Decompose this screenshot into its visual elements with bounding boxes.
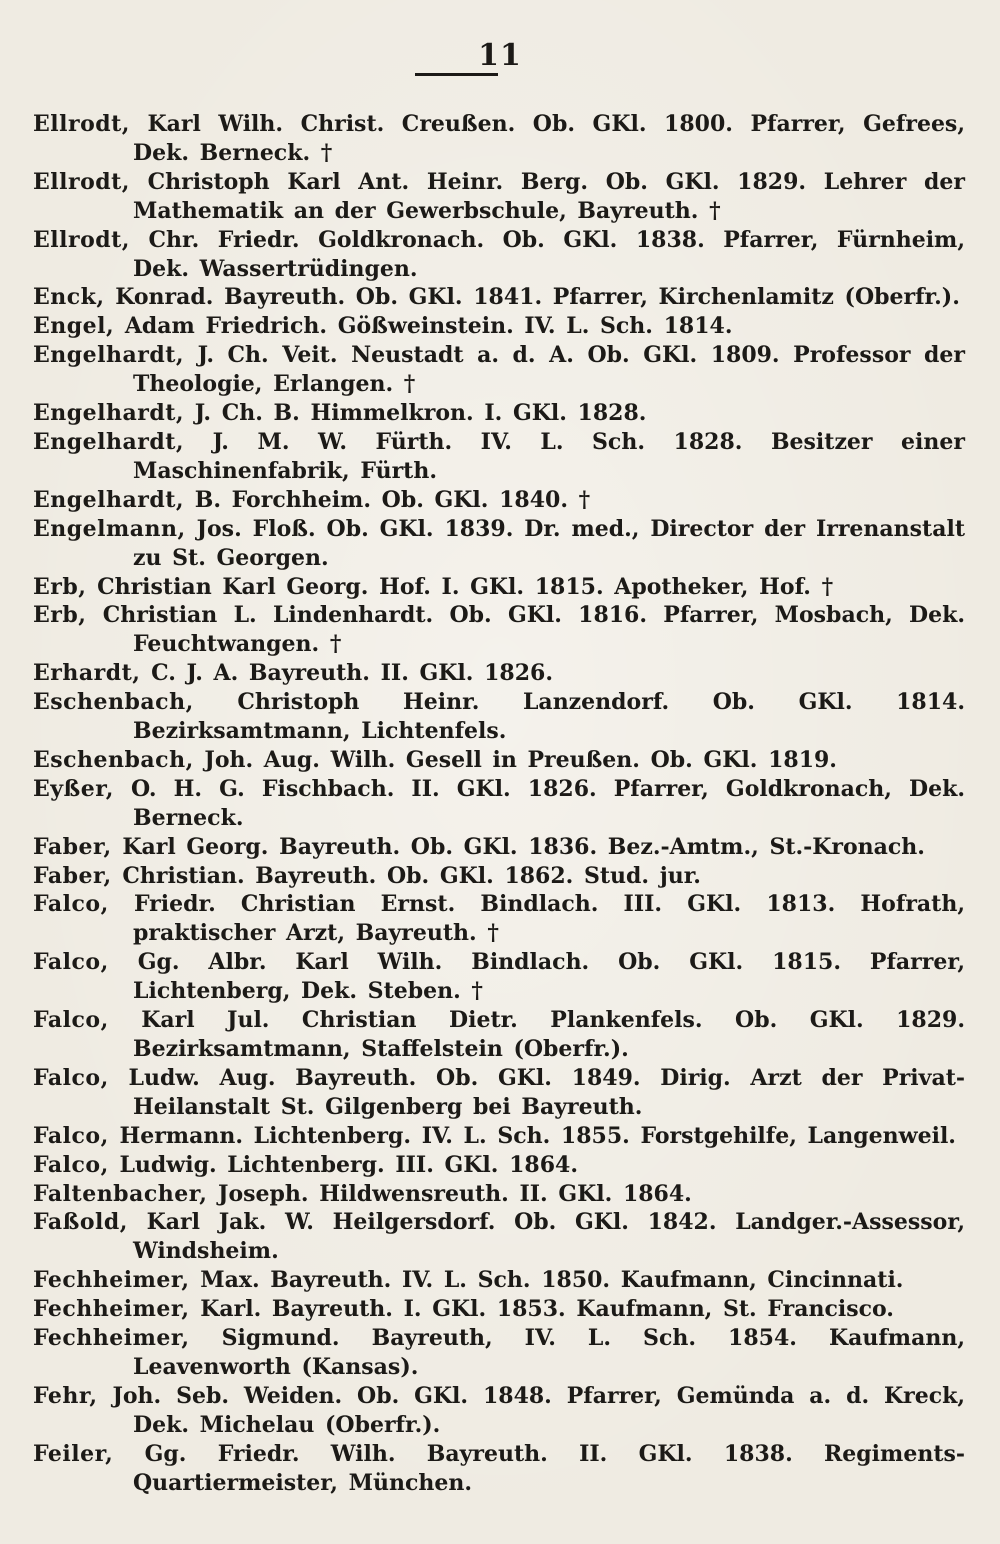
entry-text: J. Ch. B. Himmelkron. I. GKl. 1828.: [194, 400, 647, 427]
entry-surname: Erhardt,: [33, 660, 141, 687]
entry-text: Konrad. Bayreuth. Ob. GKl. 1841. Pfarrer, Kirchenlamitz (Oberfr.).: [115, 284, 960, 311]
register-entry: [33, 746, 965, 775]
register-entry: [33, 1266, 965, 1295]
entry-text: Adam Friedrich. Gößweinstein. IV. L. Sch. 1814.: [124, 313, 733, 340]
entry-text: Ludw. Aug. Bayreuth. Ob. GKl. 1849. Dirig. Arzt der Privat-Heilanstalt St. Gilgenberg bei Bayreuth.: [128, 1064, 965, 1120]
entry-text: Joh. Seb. Weiden. Ob. GKl. 1848. Pfarrer, Gemünda a. d. Kreck, Dek. Michelau (Oberfr.).: [112, 1382, 965, 1438]
register-entry: [33, 775, 965, 833]
entry-surname: Falco,: [33, 1151, 109, 1178]
entry-surname: Falco,: [33, 891, 109, 918]
entry-text: Karl Jak. W. Heilgersdorf. Ob. GKl. 1842. Landger.-Assessor, Windsheim.: [133, 1209, 965, 1265]
register-entry: [33, 168, 965, 226]
entry-text: Friedr. Christian Ernst. Bindlach. III. GKl. 1813. Hofrath, praktischer Arzt, Bayreuth. †: [133, 891, 965, 947]
register-entry: [33, 601, 965, 659]
entry-text: Christoph Karl Ant. Heinr. Berg. Ob. GKl. 1829. Lehrer der Mathematik an der Gewerbschule, Bayreuth. †: [133, 168, 965, 224]
register-entry: [33, 1324, 965, 1382]
entry-text: Christoph Heinr. Lanzendorf. Ob. GKl. 1814. Bezirksamtmann, Lichtenfels.: [133, 689, 965, 745]
entry-surname: Eyßer,: [33, 775, 114, 802]
entry-surname: Feiler,: [33, 1440, 114, 1467]
entry-text: Christian L. Lindenhardt. Ob. GKl. 1816. Pfarrer, Mosbach, Dek. Feuchtwangen. †: [102, 602, 965, 658]
entry-surname: Fehr,: [33, 1382, 98, 1409]
register-entry: [33, 1151, 965, 1180]
entry-text: Joh. Aug. Wilh. Gesell in Preußen. Ob. GKl. 1819.: [204, 746, 837, 773]
register-entry: [33, 312, 965, 341]
entry-text: Karl Georg. Bayreuth. Ob. GKl. 1836. Bez.-Amtm., St.-Kronach.: [122, 833, 925, 860]
entry-surname: Enck,: [33, 284, 105, 311]
entry-text: Karl Jul. Christian Dietr. Plankenfels. Ob. GKl. 1829. Bezirksamtmann, Staffelstein (Oberfr.).: [133, 1007, 965, 1062]
register-entry: [33, 659, 965, 688]
entry-text: Gg. Friedr. Wilh. Bayreuth. II. GKl. 1838. Regiments-Quartiermeister, München.: [133, 1440, 965, 1496]
entry-surname: Erb,: [33, 602, 87, 629]
entry-surname: Engelhardt,: [33, 400, 185, 427]
entry-surname: Fechheimer,: [33, 1267, 190, 1294]
entry-text: Joseph. Hildwensreuth. II. GKl. 1864.: [218, 1180, 692, 1207]
entry-surname: Engelmann,: [33, 515, 186, 542]
entry-surname: Faber,: [33, 862, 112, 889]
register-entry: [33, 1064, 965, 1122]
register-entry: [33, 833, 965, 862]
entry-surname: Falco,: [33, 1064, 109, 1091]
entry-surname: Fechheimer,: [33, 1325, 190, 1352]
entry-surname: Falco,: [33, 1122, 109, 1149]
entry-text: O. H. G. Fischbach. II. GKl. 1826. Pfarrer, Goldkronach, Dek. Berneck.: [131, 775, 965, 831]
entry-surname: Falco,: [33, 949, 109, 976]
register-entry: [33, 948, 965, 1006]
entry-text: B. Forchheim. Ob. GKl. 1840. †: [194, 486, 591, 513]
entry-text: J. M. W. Fürth. IV. L. Sch. 1828. Besitzer einer Maschinenfabrik, Fürth.: [133, 428, 965, 484]
entry-text: Jos. Floß. Ob. GKl. 1839. Dr. med., Director der Irrenanstalt zu St. Georgen.: [133, 515, 965, 571]
page-number: 11: [478, 38, 522, 73]
entry-surname: Eschenbach,: [33, 746, 194, 773]
entry-surname: Faßold,: [33, 1209, 128, 1236]
register-entry: [33, 399, 965, 428]
register-entry: [33, 226, 965, 284]
entry-text: C. J. A. Bayreuth. II. GKl. 1826.: [151, 660, 553, 687]
entry-text: J. Ch. Veit. Neustadt a. d. A. Ob. GKl. 1809. Professor der Theologie, Erlangen. †: [133, 342, 965, 398]
entry-surname: Ellrodt,: [33, 168, 130, 195]
register-entry: [33, 1180, 965, 1209]
register-entry: [33, 486, 965, 515]
page-number-rule: [415, 73, 498, 76]
entry-text: Christian. Bayreuth. Ob. GKl. 1862. Stud. jur.: [122, 862, 701, 889]
register-entries: [33, 110, 965, 1498]
entry-text: Christian Karl Georg. Hof. I. GKl. 1815. Apotheker, Hof. †: [97, 573, 834, 600]
register-entry: [33, 1295, 965, 1324]
entry-text: Hermann. Lichtenberg. IV. L. Sch. 1855. Forstgehilfe, Langenweil.: [119, 1122, 956, 1149]
entry-surname: Ellrodt,: [33, 226, 130, 253]
register-entry: [33, 1382, 965, 1440]
entry-surname: Engel,: [33, 313, 115, 340]
register-entry: [33, 515, 965, 573]
register-entry: [33, 1006, 965, 1064]
register-entry: [33, 688, 965, 746]
entry-text: Max. Bayreuth. IV. L. Sch. 1850. Kaufmann, Cincinnati.: [200, 1267, 904, 1294]
entry-surname: Engelhardt,: [33, 486, 185, 513]
entry-text: Ludwig. Lichtenberg. III. GKl. 1864.: [119, 1151, 578, 1178]
entry-surname: Fechheimer,: [33, 1296, 190, 1323]
entry-surname: Falco,: [33, 1007, 109, 1034]
entry-surname: Faber,: [33, 833, 112, 860]
register-entry: [33, 428, 965, 486]
entry-text: Chr. Friedr. Goldkronach. Ob. GKl. 1838. Pfarrer, Fürnheim, Dek. Wassertrüdingen.: [133, 226, 965, 282]
entry-text: Karl. Bayreuth. I. GKl. 1853. Kaufmann, St. Francisco.: [200, 1296, 894, 1323]
register-entry: [33, 890, 965, 948]
entry-surname: Engelhardt,: [33, 428, 185, 455]
register-entry: [33, 573, 965, 602]
entry-text: Gg. Albr. Karl Wilh. Bindlach. Ob. GKl. 1815. Pfarrer, Lichtenberg, Dek. Steben. †: [133, 949, 965, 1005]
register-entry: [33, 1208, 965, 1266]
entry-surname: Eschenbach,: [33, 689, 194, 716]
register-entry: [33, 341, 965, 399]
register-entry: [33, 862, 965, 891]
register-entry: [33, 110, 965, 168]
register-entry: [33, 1440, 965, 1498]
entry-text: Sigmund. Bayreuth, IV. L. Sch. 1854. Kaufmann, Leavenworth (Kansas).: [133, 1325, 965, 1380]
entry-text: Karl Wilh. Christ. Creußen. Ob. GKl. 1800. Pfarrer, Gefrees, Dek. Berneck. †: [133, 111, 965, 166]
entry-surname: Faltenbacher,: [33, 1180, 208, 1207]
entry-surname: Erb,: [33, 573, 87, 600]
register-entry: [33, 1122, 965, 1151]
entry-surname: Ellrodt,: [33, 111, 130, 137]
entry-surname: Engelhardt,: [33, 342, 185, 369]
register-entry: [33, 283, 965, 312]
